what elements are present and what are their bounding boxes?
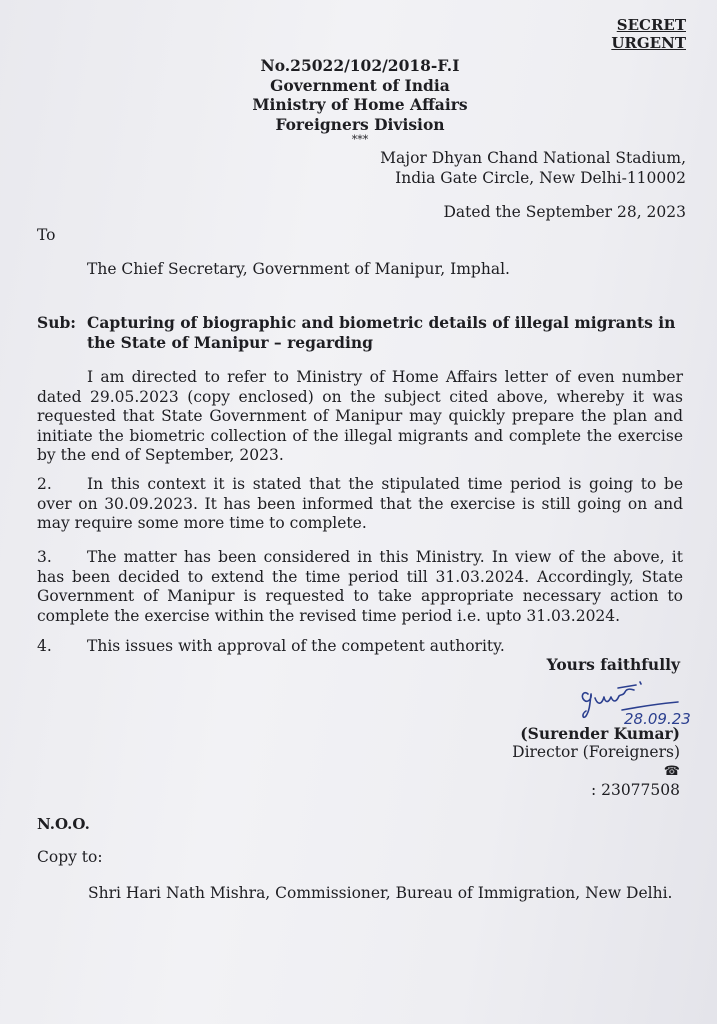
paragraph-4 — [37, 637, 505, 655]
paragraph-1 — [37, 368, 683, 466]
paragraph-4-text: This issues with approval of the competent authority. — [87, 637, 505, 655]
paragraph-1-text: I am directed to refer to Ministry of Home Affairs letter of even number dated 29.05.2023 (copy enclosed) on the subject cited above, whereby it was requested that State Government of Manipur may quickly prepare the plan and initiate the biometric collection of the illegal migrants and complete the exercise by the end of September, 2023. — [37, 368, 683, 464]
sender-address — [380, 148, 686, 188]
handwritten-signature — [578, 680, 712, 728]
closing-salutation: Yours faithfully — [546, 655, 680, 674]
classification-marks — [611, 16, 686, 52]
paragraph-2-number: 2. — [37, 475, 52, 493]
copy-to-label: Copy to: — [37, 848, 103, 866]
copy-recipient: Shri Hari Nath Mishra, Commissioner, Bureau of Immigration, New Delhi. — [88, 884, 673, 902]
address-line-1: Major Dhyan Chand National Stadium, — [380, 149, 686, 167]
division-name: Foreigners Division — [275, 114, 445, 134]
letter-header — [200, 56, 520, 145]
subject-text: Capturing of biographic and biometric details of illegal migrants in the State of Manipur – regarding — [87, 313, 676, 352]
government-name: Government of India — [270, 75, 450, 95]
paragraph-3 — [37, 548, 683, 626]
header-stars: *** — [351, 133, 369, 146]
subject-line — [37, 313, 687, 353]
paragraph-2 — [37, 475, 683, 534]
signatory-designation: Director (Foreigners) — [512, 743, 680, 761]
phone-number: : 23077508 — [590, 781, 680, 799]
addressee: The Chief Secretary, Government of Manipur, Imphal. — [87, 260, 510, 278]
file-number: No.25022/102/2018-F.I — [260, 56, 460, 75]
address-line-2: India Gate Circle, New Delhi-110002 — [395, 169, 686, 187]
signatory-block — [512, 724, 680, 800]
to-label: To — [37, 226, 56, 244]
paragraph-4-number: 4. — [37, 637, 52, 655]
signatory-phone — [512, 762, 680, 800]
telephone-icon: ☎ — [663, 764, 680, 779]
secret-mark: SECRET — [616, 16, 686, 34]
ministry-name: Ministry of Home Affairs — [252, 95, 468, 114]
signature-date: 28.09.23 — [624, 710, 691, 728]
noo-label: N.O.O. — [37, 815, 90, 833]
paragraph-3-number: 3. — [37, 548, 52, 566]
paragraph-2-text: In this context it is stated that the stipulated time period is going to be over on 30.09.2023. It has been informed that the exercise is still going on and may require some more time to complete. — [37, 475, 683, 532]
letter-date: Dated the September 28, 2023 — [443, 203, 686, 221]
subject-label: Sub: — [37, 313, 77, 332]
signatory-name: (Surender Kumar) — [520, 724, 680, 743]
urgent-mark: URGENT — [611, 34, 686, 52]
paragraph-3-text: The matter has been considered in this Ministry. In view of the above, it has been decided to extend the time period till 31.03.2024. Accordingly, State Government of Manipur is requested to take appropriate necessary action to complete the exercise within the revised time period i.e. upto 31.03.2024. — [37, 548, 683, 625]
